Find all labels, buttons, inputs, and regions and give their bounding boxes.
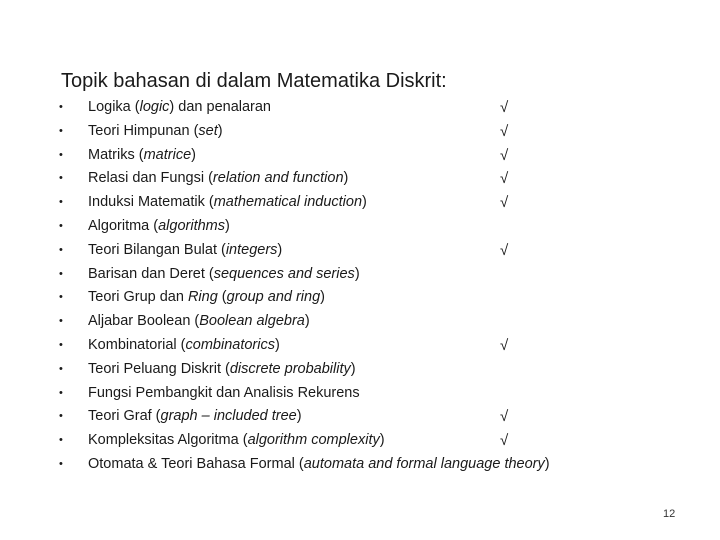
topic-item [0,382,720,406]
topic-label: ) dan penalaran [169,99,271,115]
bullet-icon: • [59,291,63,304]
topic-english-term: discrete probability [229,360,351,377]
topic-label: Teori Graf ( [88,408,161,425]
topic-item [0,263,720,287]
topic-label: Teori Grup dan [88,289,188,306]
topic-english-term: logic [139,99,170,115]
topic-item [0,310,720,334]
bullet-icon: • [59,101,63,113]
topic-label: ) [296,408,302,425]
bullet-icon: • [59,410,63,423]
bullet-icon: • [59,243,63,256]
topic-item [0,358,720,382]
topic-item [0,191,720,215]
topic-english-term: combinatorics [185,336,275,353]
topic-item [0,405,720,429]
topic-label: Fungsi Pembangkit dan Analisis Rekurens [88,384,360,401]
topic-english-term: algorithms [158,217,225,234]
topic-item [0,453,720,477]
checkmark-icon: √ [500,408,509,426]
topic-label: Teori Himpunan ( [88,122,199,139]
topic-label: ) [354,265,360,282]
topic-label: ) [191,146,196,163]
topic-label: ) [277,241,283,258]
topic-label: ) [304,313,310,330]
topic-label: Relasi dan Fungsi ( [88,170,213,187]
topic-label: Algoritma ( [88,217,159,234]
topic-label: ) [274,336,280,353]
topic-item [0,96,720,120]
topic-list [0,96,720,477]
bullet-icon: • [59,434,63,447]
topic-label: Aljabar Boolean ( [88,313,200,330]
topic-label: Teori Bilangan Bulat ( [88,241,226,258]
topic-label: Teori Peluang Diskrit ( [88,360,230,377]
topic-english-term: automata and formal language theory [303,455,545,472]
topic-text [88,429,385,453]
topic-label: ) [217,122,223,139]
checkmark-icon: √ [500,336,509,354]
topic-text [88,215,230,239]
bullet-icon: • [59,219,63,232]
checkmark-icon: √ [500,99,509,116]
bullet-icon: • [59,457,63,470]
topic-text [88,144,196,168]
topic-text [88,310,310,334]
topic-item [0,429,720,453]
checkmark-icon: √ [500,432,509,450]
topic-item [0,239,720,263]
bullet-icon: • [59,124,63,137]
bullet-icon: • [59,386,63,399]
topic-text [88,191,367,215]
bullet-icon: • [59,362,63,375]
page-number: 12 [663,508,676,520]
topic-text [88,405,302,429]
topic-label: ) [362,194,367,211]
checkmark-icon: √ [500,241,509,259]
topic-text [88,334,280,358]
topic-label: Kompleksitas Algoritma ( [88,432,248,449]
topic-label: ( [217,289,227,306]
topic-english-term: graph – included tree [160,408,297,425]
topic-english-term: mathematical induction [213,194,363,211]
topic-text [88,239,282,263]
bullet-icon: • [59,148,63,161]
bullet-icon: • [59,267,63,280]
topic-label: ) [544,455,550,472]
topic-item [0,215,720,239]
topic-label: Otomata & Teori Bahasa Formal ( [88,455,304,472]
bullet-icon: • [59,315,63,328]
topic-text [88,120,223,144]
topic-english-term: set [198,122,218,139]
topic-label: ) [379,432,385,449]
topic-text [88,453,550,477]
topic-label: Matriks ( [88,146,144,163]
topic-text [88,286,325,310]
topic-label: ) [225,217,230,234]
topic-item [0,167,720,191]
topic-item [0,144,720,168]
topic-label: Induksi Matematik ( [88,194,214,211]
slide-title: Topik bahasan di dalam Matematika Diskrit: [61,70,447,92]
bullet-icon: • [59,196,63,209]
topic-item [0,286,720,310]
topic-label: Barisan dan Deret ( [88,265,214,282]
checkmark-icon: √ [500,194,509,212]
topic-text [88,358,356,382]
topic-english-term: integers [225,241,278,258]
topic-label: ) [343,170,349,187]
topic-text [88,263,360,287]
topic-text [88,167,348,191]
topic-label: ) [350,360,356,377]
topic-english-term: group and ring [226,289,321,306]
topic-english-term: relation and function [212,170,344,187]
topic-label: Kombinatorial ( [88,336,186,353]
topic-item [0,334,720,358]
topic-label: ) [320,289,325,306]
bullet-icon: • [59,338,63,351]
checkmark-icon: √ [500,122,509,140]
topic-text [88,96,271,120]
checkmark-icon: √ [500,146,509,164]
checkmark-icon: √ [500,170,509,188]
topic-item [0,120,720,144]
topic-label: Logika ( [88,99,140,115]
topic-english-term: matrice [143,146,192,163]
topic-english-term: Ring [187,289,218,306]
bullet-icon: • [59,172,63,185]
topic-english-term: sequences and series [213,265,355,282]
topic-text [88,382,360,406]
topic-english-term: algorithm complexity [247,432,380,449]
topic-english-term: Boolean algebra [199,313,305,330]
